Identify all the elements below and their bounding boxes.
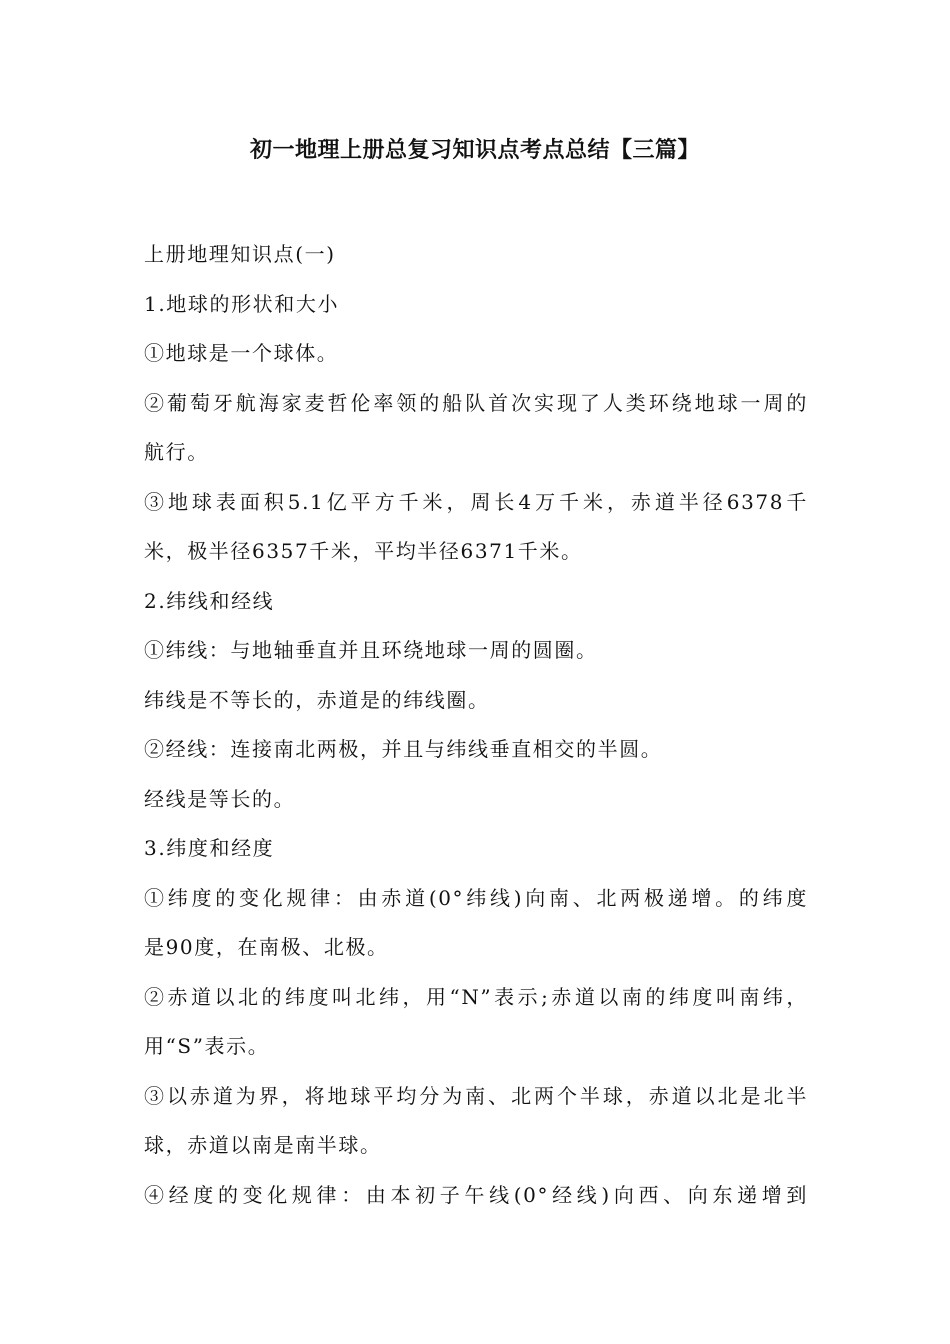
paragraph-line: 2.纬线和经线 bbox=[144, 588, 275, 613]
paragraph-line: ③地球表面积5.1亿平方千米，周长4万千米，赤道半径6378千 bbox=[144, 489, 808, 514]
paragraph-line: ①纬线：与地轴垂直并且环绕地球一周的圆圈。 bbox=[144, 638, 598, 662]
paragraph-line: 米，极半径6357千米，平均半径6371千米。 bbox=[144, 539, 583, 563]
paragraph-line: ①地球是一个球体。 bbox=[144, 341, 339, 365]
paragraph-line: 航行。 bbox=[144, 440, 209, 464]
paragraph-line: 1.地球的形状和大小 bbox=[144, 291, 340, 316]
paragraph-line: ②葡萄牙航海家麦哲伦率领的船队首次实现了人类环绕地球一周的 bbox=[144, 390, 808, 415]
paragraph-line: ①纬度的变化规律：由赤道(0°纬线)向南、北两极递增。的纬度 bbox=[144, 885, 808, 910]
paragraph-line: 经线是等长的。 bbox=[144, 786, 296, 811]
paragraph-line: 纬线是不等长的，赤道是的纬线圈。 bbox=[144, 687, 490, 712]
paragraph-line: ②赤道以北的纬度叫北纬，用“N”表示;赤道以南的纬度叫南纬， bbox=[144, 984, 808, 1009]
paragraph-line: 球，赤道以南是南半球。 bbox=[144, 1133, 382, 1157]
document-title: 初一地理上册总复习知识点考点总结【三篇】 bbox=[249, 138, 700, 163]
paragraph-line: ②经线：连接南北两极，并且与纬线垂直相交的半圆。 bbox=[144, 737, 663, 761]
paragraph-line: ④经度的变化规律：由本初子午线(0°经线)向西、向东递增到 bbox=[144, 1182, 808, 1207]
paragraph-line: 3.纬度和经度 bbox=[144, 836, 275, 860]
paragraph-line: 是90度，在南极、北极。 bbox=[144, 935, 389, 959]
paragraph-line: 上册地理知识点(一) bbox=[144, 242, 336, 266]
paragraph-line: ③以赤道为界，将地球平均分为南、北两个半球，赤道以北是北半 bbox=[144, 1083, 808, 1108]
document-body bbox=[144, 230, 808, 1220]
paragraph-line: 用“S”表示。 bbox=[144, 1034, 270, 1058]
